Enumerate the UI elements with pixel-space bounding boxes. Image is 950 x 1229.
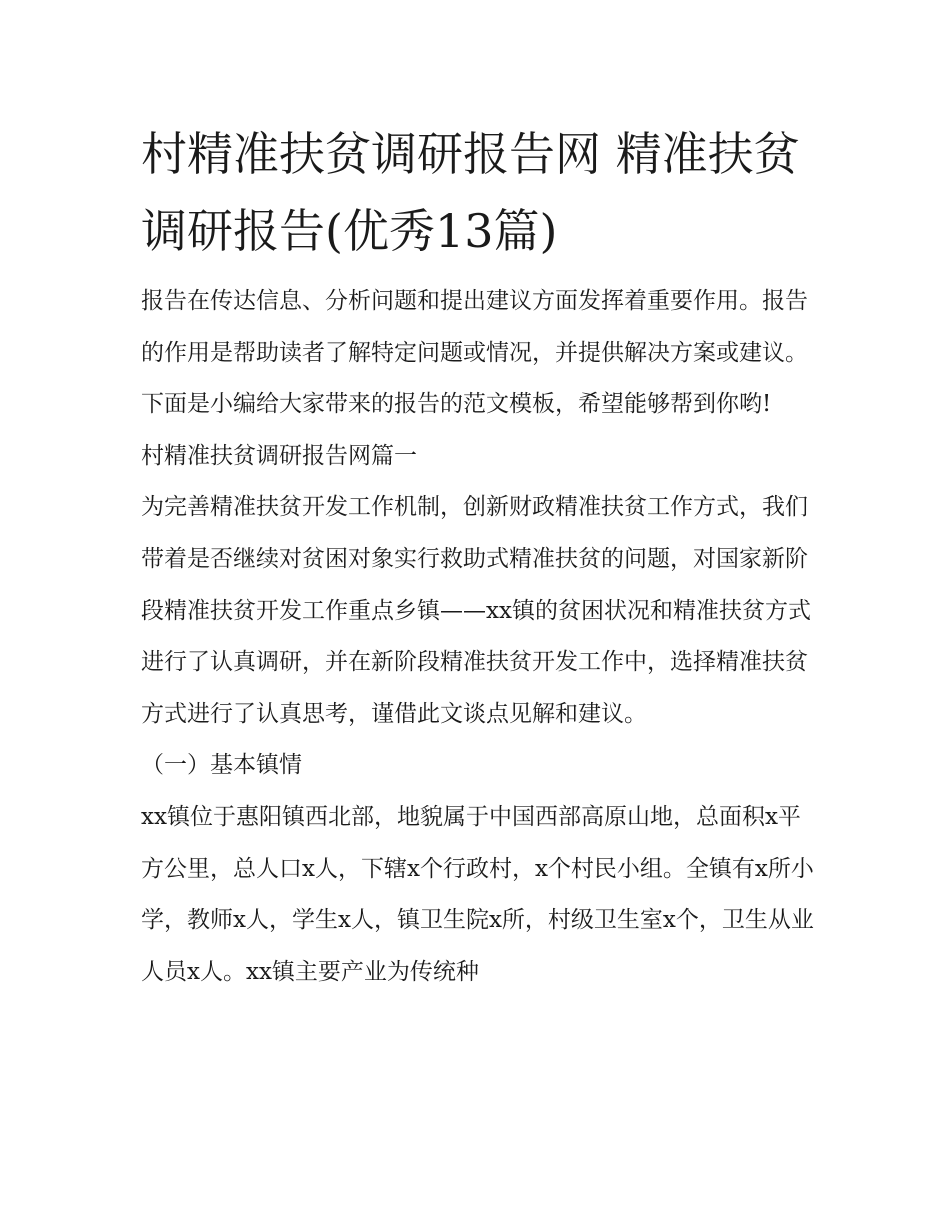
body-paragraph: 为完善精准扶贫开发工作机制，创新财政精准扶贫工作方式，我们带着是否继续对贫困对象实行救助式精准扶贫的问题，对国家新阶段精准扶贫开发工作重点乡镇——xx镇的贫困状况和精准扶贫方式进行了认真调研，并在新阶段精准扶贫开发工作中，选择精准扶贫方式进行了认真思考，谨借此文谈点见解和建议。 [141, 494, 811, 727]
intro-paragraph: 报告在传达信息、分析问题和提出建议方面发挥着重要作用。报告的作用是帮助读者了解特定问题或情况，并提供解决方案或建议。下面是小编给大家带来的报告的范文模板，希望能够帮到你哟! [141, 288, 808, 418]
document-body [141, 276, 817, 998]
section-heading: 村精准扶贫调研报告网篇一 [141, 442, 417, 469]
body-paragraph: xx镇位于惠阳镇西北部，地貌属于中国西部高原山地，总面积x平方公里，总人口x人，下辖x个行政村，x个村民小组。全镇有x所小学，教师x人，学生x人，镇卫生院x所，村级卫生室x个，卫生从业人员x人。xx镇主要产业为传统种 [141, 803, 814, 985]
subsection-heading: （一）基本镇情 [141, 752, 302, 779]
document-title: 村精准扶贫调研报告网 精准扶贫调研报告(优秀13篇) [141, 127, 800, 258]
